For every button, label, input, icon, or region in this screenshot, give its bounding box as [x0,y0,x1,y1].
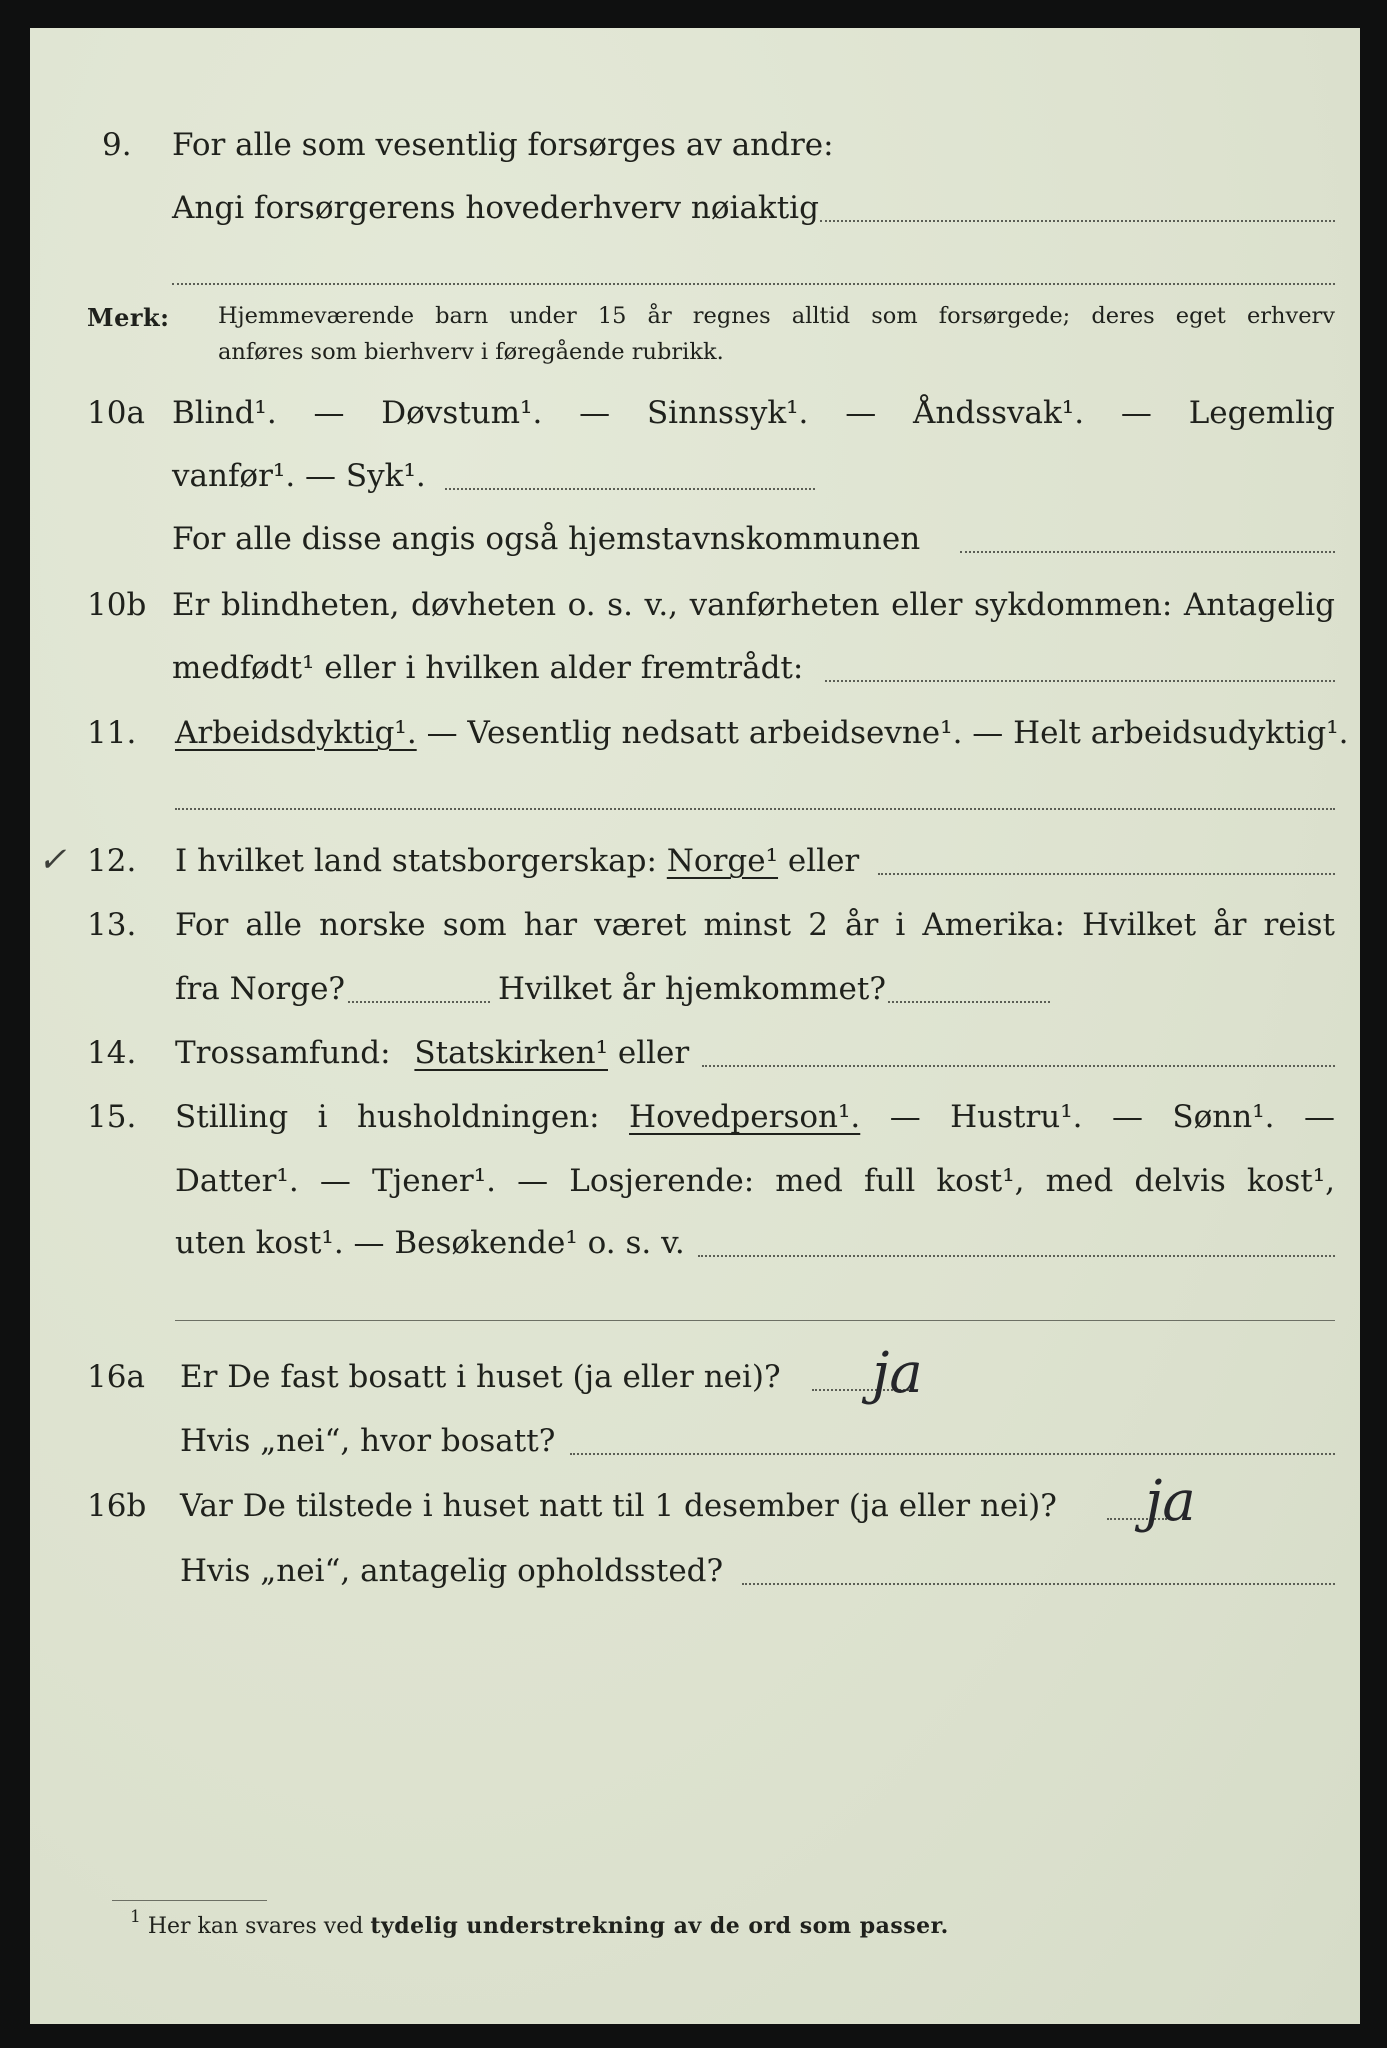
q10a-word: — [1120,395,1152,431]
q16b-handwritten-answer: ja [1145,1469,1196,1534]
q10b-line1: Er blindheten, døvheten o. s. v., vanførheten eller sykdommen: Antagelig [172,587,1335,623]
q12-answer-underlined: Norge¹ [666,843,779,879]
q11-answer-line [175,808,1335,810]
footnote [130,1907,949,1939]
q10a-word: — [845,395,877,431]
q13-word: 2 [808,907,828,943]
merk-line1: Hjemmeværende barn under 15 år regnes alltid som forsørgede; deres eget erhverv [218,303,1335,329]
footnote-text-b: tydelig understrekning av de ord som passer. [370,1913,949,1939]
q15-answer-line [698,1255,1335,1257]
q12-answer-line [878,873,1335,875]
q10a-word: — [313,395,345,431]
q10a-word: — [579,395,611,431]
q13-word: år [845,907,879,943]
q13-word: For [175,907,229,943]
q14-text: Trossamfund: [175,1035,391,1071]
footnote-marker: 1 [130,1907,141,1927]
merk-line2: anføres som bierhverv i føregående rubrikk. [218,339,724,365]
q13-hjemkommet-line [888,1001,1050,1003]
q10a-hjemstavn-line [960,551,1335,553]
q16b-opholdssted-line [742,1583,1335,1585]
q15-word: — [889,1099,921,1135]
q13-word: Amerika: [922,907,1065,943]
q14-number: 14. [87,1035,137,1071]
q10a-line3: For alle disse angis også hjemstavnskommunen [172,521,921,557]
q10a-number: 10a [87,395,145,431]
q13-word: reist [1263,907,1335,943]
q13-word: minst [703,907,792,943]
q9-number: 9. [102,127,132,163]
q15-number: 15. [87,1099,137,1135]
q15-word: husholdningen: [356,1099,600,1135]
q16a-line2: Hvis „nei“, hvor bosatt? [180,1423,556,1459]
q16a-bosatt-line [570,1453,1335,1455]
q16b-line2: Hvis „nei“, antagelig opholdssted? [180,1553,724,1589]
q10b-line2: medfødt¹ eller i hvilken alder fremtrådt: [172,650,804,686]
q13-line2a: fra Norge? [175,971,346,1007]
q16b-line1: Var De tilstede i huset natt til 1 desember (ja eller nei)? [180,1488,1057,1524]
q15-line1 [175,1099,1335,1135]
q14-tail: eller [617,1035,690,1071]
q13-word: alle [245,907,303,943]
census-form-page [30,28,1360,2024]
q9-answer-line [820,220,1335,222]
q10a-word: Åndssvak¹. [913,395,1085,431]
q15-word: Stilling [175,1099,289,1135]
section-divider [175,1320,1335,1321]
merk-label: Merk: [87,303,170,332]
q14-answer-line [702,1065,1335,1067]
q9-line2: Angi forsørgerens hovederhverv nøiaktig [172,190,819,226]
q16a-line1: Er De fast bosatt i huset (ja eller nei)? [180,1359,781,1395]
q13-word: i [895,907,906,943]
q13-word: år [1213,907,1247,943]
q15-line3: uten kost¹. — Besøkende¹ o. s. v. [175,1225,685,1261]
q11-line [175,715,1349,751]
q13-line2b: Hvilket år hjemkommet? [498,971,886,1007]
q12-number: 12. [87,843,137,879]
q14-answer-underlined: Statskirken¹ [414,1035,608,1071]
q13-word: som [442,907,507,943]
q10a-line1 [172,395,1335,431]
q10a-line2: vanfør¹. — Syk¹. [172,458,426,494]
q9-line1: For alle som vesentlig forsørges av andre: [172,127,834,163]
q10b-answer-line [825,680,1335,682]
q13-word: været [594,907,687,943]
q10a-word: Blind¹. [172,395,277,431]
q15-word: i [317,1099,328,1135]
checkmark-icon: ✓ [38,840,67,880]
q16a-number: 16a [87,1359,145,1395]
q15-word: Sønn¹. [1172,1099,1275,1135]
q15-answer-underlined: Hovedperson¹. [629,1099,861,1135]
q10a-word: Sinnssyk¹. [646,395,809,431]
q13-number: 13. [87,907,137,943]
q13-word: Hvilket [1082,907,1197,943]
q14-line [175,1035,690,1071]
q15-word: — [1303,1099,1335,1135]
q11-answer-underlined: Arbeidsdyktig¹. [175,715,417,751]
q10a-word: Døvstum¹. [381,395,543,431]
q12-text: I hvilket land statsborgerskap: [175,843,657,879]
q16b-number: 16b [87,1488,147,1524]
footnote-text-a: Her kan svares ved [147,1914,364,1939]
q12-tail: eller [787,843,860,879]
q15-word: — [1111,1099,1143,1135]
q16a-handwritten-answer: ja [872,1341,923,1406]
q15-line2: Datter¹. — Tjener¹. — Losjerende: med full kost¹, med delvis kost¹, [175,1163,1335,1199]
q12-line [175,843,860,879]
q15-word: Hustru¹. [950,1099,1083,1135]
q13-word: har [523,907,578,943]
q11-rest: — Vesentlig nedsatt arbeidsevne¹. — Helt arbeidsudyktig¹. [426,715,1349,751]
q10a-answer-line [445,488,815,490]
q11-number: 11. [87,715,137,751]
q13-reist-line [348,1001,490,1003]
q10b-number: 10b [87,587,147,623]
q10a-word: Legemlig [1188,395,1335,431]
q13-line1 [175,907,1335,943]
footnote-rule [112,1900,267,1901]
q13-word: norske [319,907,426,943]
q9-answer-line-2 [172,283,1335,285]
